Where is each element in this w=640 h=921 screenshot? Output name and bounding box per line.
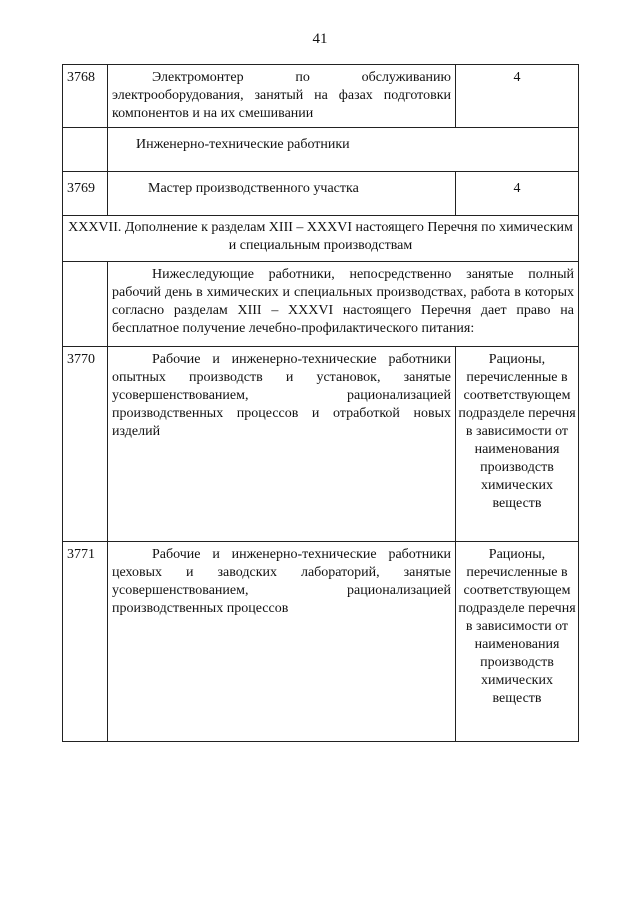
table-row bbox=[63, 65, 579, 128]
table-row bbox=[63, 262, 579, 347]
list-table bbox=[62, 64, 579, 742]
page-number: 41 bbox=[312, 31, 328, 47]
group-heading: Инженерно-технические работники bbox=[108, 128, 579, 172]
row-number: 3771 bbox=[63, 542, 108, 742]
intro-text: Нижеследующие работники, непосредственно занятые полный рабочий день в химических и специальных производствах, работа в которых согласно разделам XIII – XXXVI настоящего Перечня дает право на бесплатное получение лечебно-профилактического питания: bbox=[108, 262, 579, 347]
row-number: 3768 bbox=[63, 65, 108, 128]
table-row bbox=[63, 347, 579, 542]
row-value: 4 bbox=[456, 172, 579, 216]
row-value: Рационы, перечисленные в соответствующем подразделе перечня в зависимости от наименования производств химических веществ bbox=[456, 542, 579, 742]
table-row bbox=[63, 216, 579, 262]
row-description: Рабочие и инженерно-технические работники цеховых и заводских лабораторий, занятые усовершенствованием, рационализацией производственных процессов bbox=[108, 542, 456, 742]
row-number: 3770 bbox=[63, 347, 108, 542]
table-row bbox=[63, 172, 579, 216]
row-description: Электромонтер по обслуживанию электрооборудования, занятый на фазах подготовки компонентов и на их смешивании bbox=[108, 65, 456, 128]
row-description: Рабочие и инженерно-технические работники опытных производств и установок, занятые усовершенствованием, рационализацией производственных процессов и отработкой новых изделий bbox=[108, 347, 456, 542]
row-number: 3769 bbox=[63, 172, 108, 216]
section-heading: XXXVII. Дополнение к разделам XIII – XXXVI настоящего Перечня по химическим и специальным производствам bbox=[63, 216, 579, 262]
table-row bbox=[63, 542, 579, 742]
row-description: Мастер производственного участка bbox=[108, 172, 456, 216]
row-value: Рационы, перечисленные в соответствующем подразделе перечня в зависимости от наименования производств химических веществ bbox=[456, 347, 579, 542]
table-row bbox=[63, 128, 579, 172]
row-value: 4 bbox=[456, 65, 579, 128]
